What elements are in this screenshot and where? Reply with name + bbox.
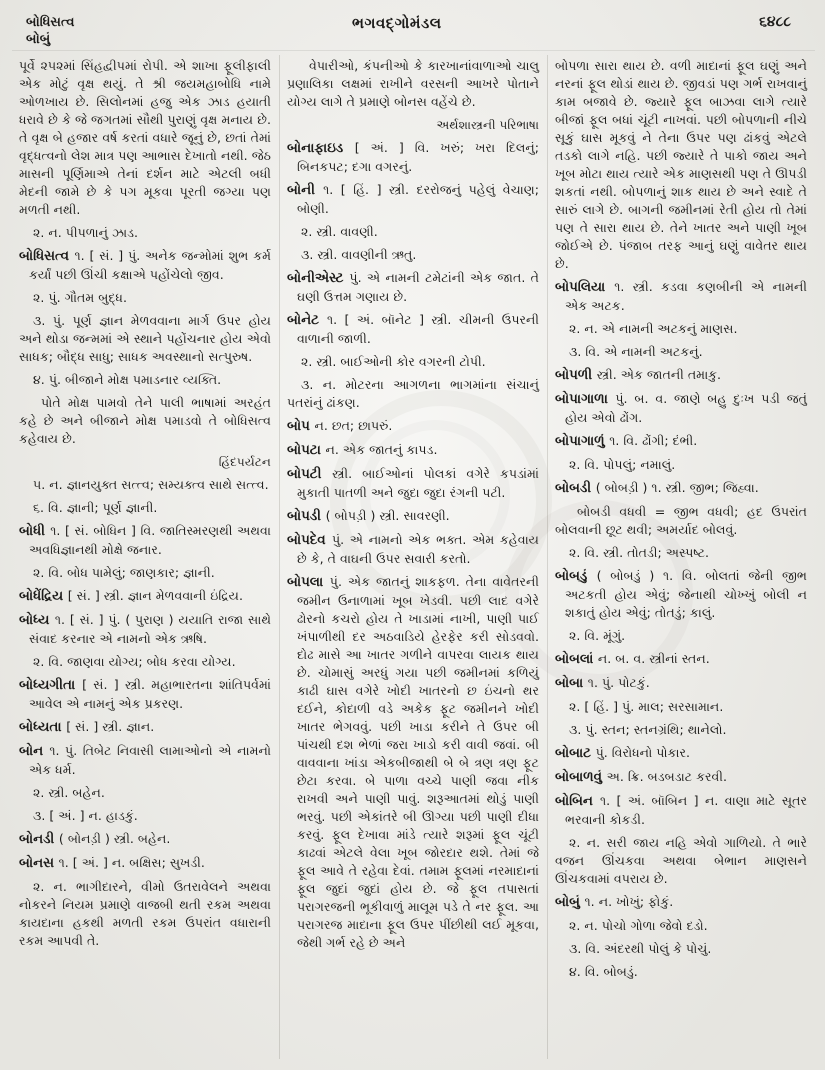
headword: બોબા: [555, 676, 588, 691]
sense-paragraph: ૨. [ હિં. ] પું. માલ; સરસામાન.: [569, 699, 724, 714]
running-head: [26, 14, 75, 48]
headword: બોબડું: [555, 569, 597, 584]
entry-paragraph: બોધ્યગીતા [ સં. ] સ્ત્રી. મહાભારતના શાંતિપર્વમાં આવેલ એ નામનું એક પ્રકરણ.: [19, 677, 272, 711]
sense-paragraph: ૨. ન. પીપળાનું ઝાડ.: [33, 225, 139, 240]
headword: બોપલિયા: [555, 280, 615, 295]
entry-paragraph: બોનેટ ૧. [ અં. બૉનેટ ] સ્ત્રી. ચીમની ઉપરની વાળાની જાળી.: [287, 312, 539, 346]
headword: બોબલાં: [555, 652, 598, 667]
headword: બોપળી: [555, 368, 597, 383]
entry-paragraph: બોધિસત્વ ૧. [ સં. ] પું. અનેક જન્મોમાં શુભ કર્મ કર્યાં પછી ઊંચી કક્ષાએ પહોંચેલો જીવ.: [19, 248, 272, 282]
sense-paragraph: ૨. વિ. મૂંગું.: [569, 628, 626, 643]
headword: બોપટા: [287, 443, 326, 458]
entry-paragraph: બોનીએસ્ટ પું. એ નામની ટમેટાંની એક જાત. તે ઘણી ઉત્તમ ગણાય છે.: [287, 270, 539, 304]
headword: બોબિન: [555, 794, 600, 809]
entry-paragraph: બોપડી ( બોપડ઼ી ) સ્ત્રી. સાવરણી.: [287, 508, 450, 524]
headword: બોબાળવું: [555, 770, 607, 785]
headword: બોનેટ: [287, 313, 327, 328]
entry-paragraph: બોપ ન. છત; છાપરું.: [287, 418, 393, 434]
headword: બોનીએસ્ટ: [287, 271, 350, 286]
cont-paragraph: પૂર્વે ૨૫૨માં સિંહદ્વીપમાં રોપી. એ શાખા ફૂલીફાલી એક મોટું વૃક્ષ થયું. તે શ્રી જયમહાબોધિ નામે ઓળખાય છે. સિલોનમાં હજુ એક ઝાડ હયાતી ધરાવે છે કે જે જગતમાં સૌથી પુરાણું વૃક્ષ મનાય છે. તે વૃક્ષ બે હજાર વર્ષ કરતાં વધારે જૂનું છે, છતાં તેમાં વૃદ્ધત્વનો લેશ માત્ર પણ આભાસ દેખાતો નથી. જેઠ માસની પૂર્ણિમાએ તેનાં દર્શન માટે એટલી બધી મેદની જામે છે કે પગ મૂકવા પૂરતી જગ્યા પણ મળતી નથી.: [19, 58, 271, 217]
entry-paragraph: બોબલાં ન. બ. વ. સ્ત્રીનાં સ્તન.: [555, 651, 710, 667]
sense-paragraph: ૨. પું. ગૌતમ બુદ્ધ.: [33, 290, 127, 305]
sense-paragraph: ૨. વિ. જાણવા યોગ્ય; બોધ કરવા યોગ્ય.: [33, 654, 236, 669]
column-left: [12, 55, 279, 1059]
entry-paragraph: બોપટા ન. એક જાતનું કાપડ.: [287, 442, 438, 458]
sense-paragraph: ૩. વિ. એ નામની અટકનું.: [569, 344, 703, 359]
entry-paragraph: બોપલિયા ૧. સ્ત્રી. કડવા કણબીની એ નામની એક અટક.: [555, 279, 807, 313]
headword: બોધિસત્વ: [19, 249, 75, 264]
entry-paragraph: બોની ૧. [ હિં. ] સ્ત્રી. દરરોજનું પહેલું વેચાણ; બોણી.: [287, 182, 539, 216]
sense-paragraph: ૫. ન. જ્ઞાનયુક્ત સત્ત્વ; સમ્યક્ત્વ સાથે સત્ત્વ.: [33, 477, 269, 492]
entry-paragraph: બોપટી સ્ત્રી. બાઈઓનાં પોલકાં વગેરે કપડાંમાં મુકાતી પાતળી અને જુદા જુદા રંગની પટી.: [287, 466, 539, 500]
entry-paragraph: બોબા ૧. પું. પોટકું.: [555, 675, 650, 691]
headword: બોપાગાળા: [555, 392, 616, 407]
headword: બોધી: [19, 524, 51, 539]
page-header: [12, 8, 815, 51]
entry-paragraph: બોધી ૧. [ સં. બોધિન ] વિ. જાતિસ્મરણથી અથવા અવધિજ્ઞાનથી મોક્ષે જનાર.: [19, 523, 271, 557]
sense-paragraph: ૨. સ્ત્રી. બાઈઓની કોર વગરની ટોપી.: [301, 354, 486, 369]
headword: બોપદેવ: [287, 533, 332, 548]
headword: બોનડી: [19, 832, 59, 847]
entry-paragraph: બોબડી ( બોબડ઼ી ) ૧. સ્ત્રી. જીભ; જિહ્વા.: [555, 480, 759, 496]
sense-paragraph: ૩. સ્ત્રી. વાવણીની ઋતુ.: [301, 247, 417, 262]
headword: બોપાગાળું: [555, 434, 610, 449]
entry-paragraph: બોબું ૧. ન. ખોખું; ફોકું.: [555, 894, 674, 910]
sense-paragraph: ૩. પું. સ્તન; સ્તનગ્રંથિ; થાનેલો.: [569, 722, 727, 737]
entry-paragraph: બોપાગાળા પું. બ. વ. જાણે બહુ દુઃખ પડી જતું હોય એવો ઢોંગ.: [555, 391, 807, 425]
sense-paragraph: ૪. પું. બીજાને મોક્ષ પમાડનાર વ્યક્તિ.: [33, 372, 222, 387]
headword: બોધેંદ્રિય: [19, 589, 68, 604]
cite-paragraph: અર્થશાસ્ત્રની પરિભાષા: [436, 118, 539, 132]
headword: બોની: [287, 183, 324, 198]
sense-paragraph: ૪. વિ. બોબડું.: [569, 964, 638, 979]
sense-paragraph: ૨. ન. એ નામની અટકનું માણસ.: [569, 321, 738, 336]
headword: બોધ્ય: [19, 613, 55, 628]
entry-paragraph: બોપળી સ્ત્રી. એક જાતની તમાકુ.: [555, 367, 722, 383]
headword: બોપલા: [287, 575, 330, 590]
running-head-last-word: બોબું: [26, 32, 51, 47]
headword: બોનાફાઇડ: [287, 141, 355, 156]
sense-paragraph: ૩. પું. પૂર્ણ જ્ઞાન મેળવવાના માર્ગ ઉપર હોય અને થોડા જન્મમાં એ સ્થાને પહોંચનાર હોય એવો સાધક; બૌદ્ધ સાધુ; સાધક અવસ્થાનો સત્પુરુષ.: [19, 313, 271, 364]
entry-paragraph: બોનડી ( બોનડ઼ી ) સ્ત્રી. બહેન.: [19, 831, 171, 847]
entry-paragraph: બોધ્યતા [ સં. ] સ્ત્રી. જ્ઞાન.: [19, 719, 155, 735]
headword: બોનસ: [19, 856, 59, 871]
entry-paragraph: બોબડું ( બોબડ઼ું ) ૧. વિ. બોલતાં જેની જીભ અટકતી હોય એવું; જેનાથી ચોખ્ખું બોલી ન શકાતું હોય એવું; તોતડું; કાલું.: [555, 568, 807, 620]
headword: બોધ્યગીતા: [19, 678, 83, 693]
headword: બોન: [19, 744, 50, 759]
entry-paragraph: બોનાફાઇડ [ અં. ] વિ. ખરું; ખરા દિલનું; બિનકપટ; દગા વગરનું.: [287, 140, 540, 174]
book-title: ભગવદ્ગોમંડલ: [352, 14, 442, 32]
headword: બોબાટ: [555, 746, 596, 761]
sense-paragraph: ૨. સ્ત્રી. બહેન.: [33, 785, 105, 800]
headword: બોબું: [555, 895, 585, 910]
sense-paragraph: ૨. વિ. સ્ત્રી. તોતડી; અસ્પષ્ટ.: [569, 545, 710, 560]
column-right: [547, 55, 815, 1059]
sense-paragraph: ૨. વિ. પોપલું; નમાલું.: [569, 457, 676, 472]
sense-paragraph: ૩. [ અં. ] ન. હાડકું.: [33, 808, 138, 823]
entry-paragraph: બોબિન ૧. [ અં. બૉબિન ] ન. વાણા માટે સૂતર ભરવાની કોકડી.: [555, 793, 807, 827]
note-paragraph: બોબડી વધવી = જીભ વધવી; હદ ઉપરાંત બોલવાની છૂટ થવી; અમર્યાદ બોલવું.: [555, 504, 807, 537]
entry-paragraph: બોધેંદ્રિય [ સં. ] સ્ત્રી. જ્ઞાન મેળવવાની ઇંદ્રિય.: [19, 588, 243, 604]
sense-paragraph: ૨. સ્ત્રી. વાવણી.: [301, 224, 378, 239]
cite-paragraph: હિંદપર્યટન: [218, 455, 271, 469]
headword: બોપ: [287, 419, 315, 434]
headword: બોબડી: [555, 481, 596, 496]
running-head-first-word: બોધિસત્વ: [26, 15, 75, 30]
sense-paragraph: ૬. વિ. જ્ઞાની; પૂર્ણ જ્ઞાની.: [33, 500, 158, 515]
entry-paragraph: બોનસ ૧. [ અં. ] ન. બક્ષિસ; સુખડી.: [19, 855, 205, 871]
text-columns: [12, 55, 815, 1059]
headword: બોપડી: [287, 509, 326, 524]
entry-paragraph: બોપાગાળું ૧. વિ. ઢોંગી; દંભી.: [555, 433, 698, 449]
entry-paragraph: બોન ૧. પું. તિબેટ નિવાસી લામાઓનો એ નામનો એક ધર્મ.: [19, 743, 271, 777]
headword: બોપટી: [287, 467, 333, 482]
note-paragraph: પોતે મોક્ષ પામવો તેને પાલી ભાષામાં અરહંત કહે છે અને બીજાને મોક્ષ પમાડવો તે બોધિસત્વ કહેવાય છે.: [19, 395, 271, 446]
entry-paragraph: બોબાટ પું. વિરોધનો પોકાર.: [555, 745, 691, 761]
sense-paragraph: ૨. વિ. બોધ પામેલું; જાણકાર; જ્ઞાની.: [33, 565, 215, 580]
column-middle: [279, 55, 547, 1059]
page-number: ૬૪૮૮: [759, 14, 791, 30]
sense-paragraph: ૨. ન. ભાગીદારને, વીમો ઉતરાવેલને અથવા નોકરને નિયમ પ્રમાણે વાજબી થતી રકમ અથવા કાયદાના હકથી મળતી રકમ ઉપરાંત વધારાની રકમ આપવી તે.: [19, 879, 271, 948]
sense-paragraph: ૨. ન. પોચો ગોળા જેવો દડો.: [569, 918, 708, 933]
cont-paragraph: બોપળા સારા થાય છે. વળી માદાનાં ફૂલ ઘણું અને નરનાં ફૂલ થોડાં થાય છે. જીવડાં પણ ગર્ભ રાખવાનું કામ બજાવે છે. જ્યારે ફૂલ બાઝવા લાગે ત્યારે બીજાં ફૂલ બધાં ચૂંટી નાખવાં. પછી બોપળાની નીચે સૂકું ઘાસ મૂકવું ને તેના ઉપર પણ ઢાંકવું એટલે તડકો લાગે નહિ. પછી જ્યારે તે પાકો જાય અને ખૂબ મોટા થાય ત્યારે એક માણસથી પણ તે ઊપડી શકતાં નથી. બોપળાનું શાક થાય છે અને સ્વાદે તે સારું લાગે છે. બાગની જમીનમાં રેતી હોય તો તેમાં પણ તે સારા થાય છે. તેને ખાતર અને પાણી ખૂબ જોઈએ છે. પંજાબ તરફ આનું ઘણું વાવેતર થાય છે.: [555, 58, 807, 271]
entry-paragraph: બોપલા પું. એક જાતનું શાકફળ. તેના વાવેતરની જમીન ઉનાળામાં ખૂબ ખેડવી. પછી લાદ વગેરે ઢોરનો કચરો હોય તે ખાડામાં નાખી, પાણી પાઈ ખંપાળીથી દર અઠવાડિયે હેરફેર કરી સોડવવો. દોઢ માસે આ ખાતર ગળીને વાપરવા લાયક થાય છે. ચોમાસું અરધું ગયા પછી જમીનમાં કળિયું કાઢી ઘાસ વગેરે ખોદી ખાતરનો છ ઇંચનો થર દઈને, કોદાળી વડે અકેક ફૂટ જમીનને ખોદી ખાતર ભેગવવું. પછી ખાડા કરીને તે ઉપર બી પાંચથી દશ ભેળાં જરા ખાડો કરી વાવી જવાં. બી વાવવાના ખાંડા એકબીજાથી બે બે ત્રણ ત્રણ ફૂટ છેટા કરવા. બે પાળા વચ્ચે પાણી જવા નીક રાખવી અને પાણી પાવું. શરૂઆતમાં થોડું પાણી ભરવું. પછી એકાંતરે બી ઊગ્યા પછી પાણી દીધા કરવું. ફૂલ દેખાવા માંડે ત્યારે શરૂમાં ફૂલ ચૂંટી કાઢવાં એટલે વેલા ખૂબ જોરદાર થશે. તેમાં જે ફૂલ આવે તે રહેવા દેવાં. તમામ ફૂલમાં નરમાદાનાં ફૂલ જુદાં જુદાં હોય છે. જે ફૂલ તપાસતાં પરાગરજની ભૂકીવાળું માલૂમ પડે તે નર ફૂલ. આ પરાગરજ માદાના ફૂલ ઉપર પીંછીથી લઈ મૂકવા, જેથી ગર્ભ રહે છે અને: [287, 574, 539, 950]
note-paragraph: વેપારીઓ, કંપનીઓ કે કારખાનાંવાળાઓ ચાલુ પ્રણાલિકા લક્ષમાં રાખીને વરસની આખરે પોતાને યોગ્ય લાગે તે પ્રમાણે બોનસ વહેંચે છે.: [287, 58, 539, 109]
headword: બોધ્યતા: [19, 720, 67, 735]
sense-paragraph: ૩. વિ. અંદરથી પોલું કે પોચું.: [569, 941, 712, 956]
sense-paragraph: ૩. ન. મોટરના આગળના ભાગમાંના સંચાનું પતરાંનું ઢાંકણ.: [287, 377, 539, 410]
entry-paragraph: બોધ્ય ૧. [ સં. ] પું. ( પુરાણ ) યયાતિ રાજા સાથે સંવાદ કરનાર એ નામનો એક ઋષિ.: [19, 612, 271, 646]
entry-paragraph: બોબાળવું અ. ક્રિ. બડબડાટ કરવી.: [555, 769, 727, 785]
sense-paragraph: ૨. ન. સરી જાય નહિ એવો ગાળિયો. તે ભારે વજન ઊંચકવા અથવા બેભાન માણસને ઊંચકવામાં વપરાય છે.: [555, 835, 807, 886]
entry-paragraph: બોપદેવ પું. એ નામનો એક ભક્ત. એમ કહેવાય છે કે, તે વાઘની ઉપર સવારી કરતો.: [287, 532, 540, 566]
